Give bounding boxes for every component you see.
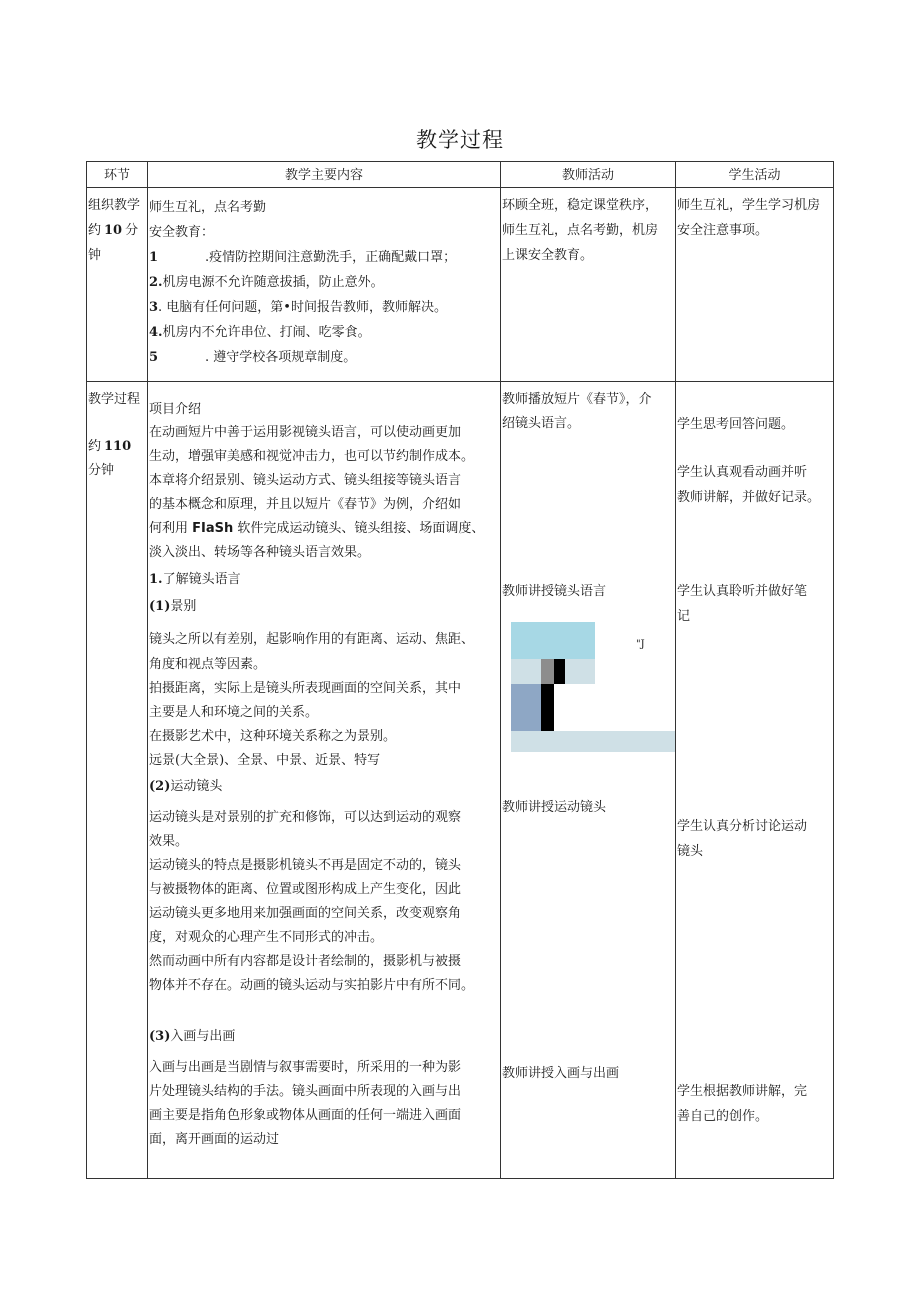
ruhua-line-2: 片处理镜头结构的手法。镜头画面中所表现的入画与出 [149, 1084, 462, 1099]
jingbie-line-5: 在摄影艺术中，这种环境关系称之为景别。 [149, 729, 397, 744]
section-number: (1) [149, 599, 171, 614]
header-student: 学生活动 [728, 168, 781, 183]
student-activity-5-line1: 学生根据教师讲解，完 [677, 1084, 808, 1099]
student-activity-2-line2: 教师讲解，并做好记录。 [677, 490, 821, 505]
ruhua-line-4: 面，离开画面的运动过 [149, 1132, 280, 1147]
row1-content-line2: 安全教育： [149, 225, 215, 240]
row1-rule-5 [149, 346, 356, 365]
section-title: 了解镜头语言 [162, 572, 241, 587]
row1-student-line2: 安全注意事项。 [677, 223, 769, 238]
row2-stage-number: 110 [104, 439, 132, 454]
intro-text: 软件完成运动镜头、镜头组接、场面调度、 [237, 521, 485, 536]
yundong-line-1: 运动镜头是对景别的扩充和修饰，可以达到运动的观察 [149, 810, 462, 825]
row1-content-line1: 师生互礼，点名考勤 [149, 200, 267, 215]
section-number: 1. [149, 572, 163, 587]
thumb-block-gray [541, 659, 554, 684]
ruhua-line-3: 画主要是指角色形象或物体从画面的任何一端进入画面 [149, 1108, 462, 1123]
yundong-line-2: 效果。 [149, 834, 189, 849]
teacher-activity-1-line2: 绍镜头语言。 [502, 416, 581, 431]
rule-text: 机房内不允许串位、打闹、吃零食。 [162, 325, 371, 340]
jingbie-line-3: 拍摄距离，实际上是镜头所表现画面的空间关系，其中 [149, 681, 462, 696]
thumb-mark: "J [636, 639, 645, 650]
student-activity-4-line1: 学生认真分析讨论运动 [677, 819, 808, 834]
teacher-activity-3: 教师讲授运动镜头 [502, 800, 607, 815]
student-activity-4-line2: 镜头 [677, 844, 704, 859]
thumb-block-sky [511, 622, 595, 659]
student-activity-2-line1: 学生认真观看动画并听 [677, 465, 808, 480]
intro-line-3: 本章将介绍景别、镜头运动方式、镜头组接等镜头语言 [149, 473, 462, 488]
table-col-divider-3 [675, 161, 676, 1179]
row1-teacher-line1: 环顾全班，稳定课堂秩序， [502, 198, 659, 213]
section-title: 入画与出画 [170, 1029, 236, 1044]
row1-stage-line3: 钟 [88, 248, 102, 263]
row2-stage-prefix: 约 [88, 439, 102, 454]
table-border-bottom [86, 1178, 834, 1179]
row1-rule-1 [149, 246, 456, 265]
row2-stage-line2 [88, 435, 131, 454]
header-content: 教学主要内容 [284, 168, 363, 183]
rule-number: 3 [149, 300, 159, 315]
section-1a-heading [149, 595, 196, 614]
section-number: (3) [149, 1029, 171, 1044]
thumb-block-black [541, 684, 554, 731]
intro-line-4: 的基本概念和原理，并且以短片《春节》为例，介绍如 [149, 497, 462, 512]
intro-line-2: 生动，增强审美感和视觉冲击力，也可以节约制作成本。 [149, 449, 475, 464]
section-1-heading [149, 568, 241, 587]
yundong-line-3: 运动镜头的特点是摄影机镜头不再是固定不动的，镜头 [149, 858, 462, 873]
header-stage: 环节 [103, 168, 130, 183]
row1-stage-line1: 组织教学 [88, 198, 141, 213]
rule-number: 2. [149, 275, 163, 290]
table-col-divider-2 [500, 161, 501, 1179]
section-number: (2) [149, 779, 171, 794]
intro-line-5 [149, 517, 484, 536]
software-name: FIaSh [192, 521, 234, 536]
teacher-activity-4: 教师讲授入画与出画 [502, 1066, 620, 1081]
student-activity-5-line2: 善自己的创作。 [677, 1109, 769, 1124]
row1-rule-4 [149, 321, 371, 340]
table-border-left [86, 161, 87, 1179]
row1-stage-number: 10 [104, 223, 123, 238]
rule-number: 5 [149, 350, 159, 365]
thumb-block-bottom [511, 731, 675, 752]
thumb-block-black-top [554, 659, 565, 684]
row1-teacher-line2: 师生互礼，点名考勤，机房 [502, 223, 659, 238]
intro-line-6: 淡入淡出、转场等各种镜头语言效果。 [149, 545, 371, 560]
yundong-line-5: 运动镜头更多地用来加强画面的空间关系，改变观察角 [149, 906, 462, 921]
rule-text: . 电脑有任何问题，第•时间报告教师，教师解决。 [158, 300, 447, 315]
row1-student-line1: 师生互礼，学生学习机房 [677, 198, 821, 213]
table-border-right [833, 161, 834, 1179]
rule-text: . 遵守学校各项规章制度。 [205, 350, 357, 365]
thumb-block-steel [511, 684, 541, 731]
row1-stage-unit: 分 [125, 223, 139, 238]
section-title: 运动镜头 [170, 779, 223, 794]
jingbie-line-4: 主要是人和环境之间的关系。 [149, 705, 319, 720]
teacher-activity-2: 教师讲授镜头语言 [502, 584, 607, 599]
section-2-heading [149, 775, 222, 794]
table-border-top [86, 161, 834, 162]
section-3-heading [149, 1025, 235, 1044]
jingbie-line-6: 远景(大全景)、全景、中景、近景、特写 [149, 753, 381, 768]
rule-number: 1 [149, 250, 159, 265]
section-title: 景别 [170, 599, 197, 614]
project-title: 项目介绍 [149, 402, 202, 417]
yundong-line-6: 度，对观众的心理产生不同形式的冲击。 [149, 930, 384, 945]
row1-stage-prefix: 约 [88, 223, 102, 238]
student-activity-3-line1: 学生认真聆听并做好笔 [677, 584, 808, 599]
row2-stage-line3: 分钟 [88, 463, 115, 478]
jingbie-line-1: 镜头之所以有差别，起影响作用的有距离、运动、焦距、 [149, 632, 475, 647]
intro-line-1: 在动画短片中善于运用影视镜头语言，可以使动画更加 [149, 425, 462, 440]
yundong-line-7: 然而动画中所有内容都是设计者绘制的，摄影机与被摄 [149, 954, 462, 969]
student-activity-1: 学生思考回答问题。 [677, 417, 795, 432]
table-row-divider [86, 381, 834, 382]
student-activity-3-line2: 记 [677, 609, 691, 624]
row1-rule-3 [149, 296, 447, 315]
table-col-divider-1 [147, 161, 148, 1179]
table-header-divider [86, 187, 834, 188]
yundong-line-4: 与被摄物体的距离、位置或图形构成上产生变化，因此 [149, 882, 462, 897]
row1-teacher-line3: 上课安全教育。 [502, 248, 594, 263]
rule-text: 机房电源不允许随意拔插，防止意外。 [162, 275, 384, 290]
rule-number: 4. [149, 325, 163, 340]
row1-rule-2 [149, 271, 384, 290]
header-teacher: 教师活动 [561, 168, 614, 183]
row1-stage-line2 [88, 219, 138, 238]
row2-stage-line1: 教学过程 [88, 392, 141, 407]
yundong-line-8: 物体并不存在。动画的镜头运动与实拍影片中有所不同。 [149, 978, 475, 993]
jingbie-line-2: 角度和视点等因素。 [149, 657, 267, 672]
rule-text: .疫情防控期间注意勤洗手，正确配戴口罩； [205, 250, 457, 265]
intro-text: 何利用 [149, 521, 189, 536]
ruhua-line-1: 入画与出画是当剧情与叙事需要时，所采用的一种为影 [149, 1060, 462, 1075]
page-title: 教学过程 [416, 128, 504, 152]
teacher-activity-1-line1: 教师播放短片《春节》，介 [502, 392, 652, 407]
